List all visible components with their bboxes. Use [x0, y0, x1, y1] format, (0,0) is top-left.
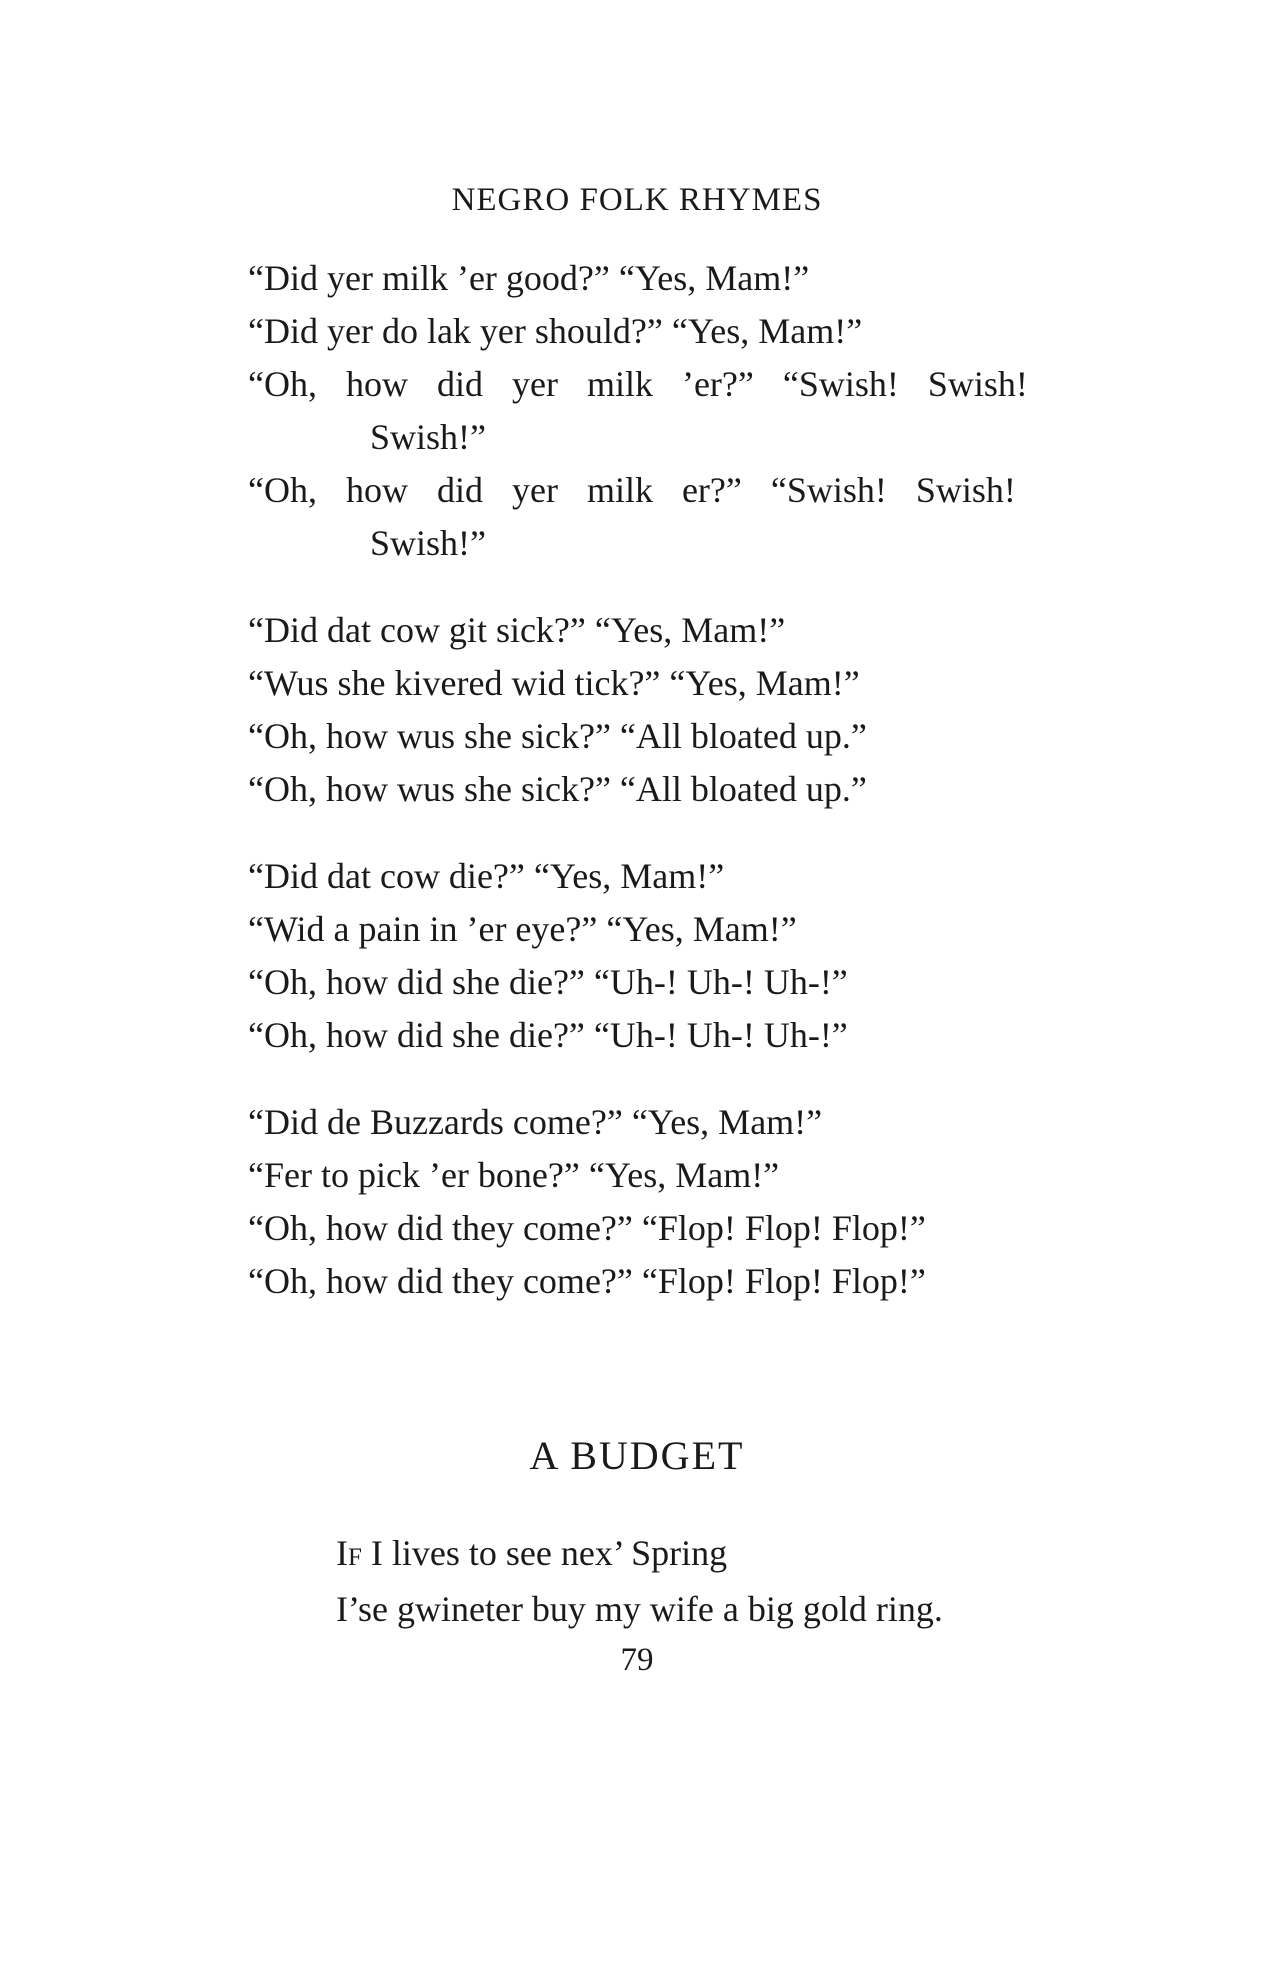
verse-line: “Wid a pain in ’er eye?” “Yes, Mam!”	[248, 909, 797, 949]
budget-poem	[336, 1525, 943, 1637]
verse-line-continuation: Swish!”	[370, 523, 486, 563]
verse-line	[336, 1525, 943, 1581]
verse-line: “Oh, how did yer milk ’er?” “Swish! Swish!	[248, 364, 1028, 404]
stanza-sick	[248, 604, 1168, 816]
drop-word: If	[336, 1533, 362, 1573]
verse-line: “Wus she kivered wid tick?” “Yes, Mam!”	[248, 663, 860, 703]
verse-line: “Oh, how did they come?” “Flop! Flop! Flop!”	[248, 1261, 926, 1301]
verse-line: “Oh, how did they come?” “Flop! Flop! Flop!”	[248, 1208, 926, 1248]
verse-line: “Did dat cow git sick?” “Yes, Mam!”	[248, 610, 786, 650]
verse-line: “Oh, how did yer milk er?” “Swish! Swish!	[248, 470, 1016, 510]
verse-line-continuation: Swish!”	[370, 417, 486, 457]
verse-line: “Oh, how did she die?” “Uh-! Uh-! Uh-!”	[248, 1015, 848, 1055]
verse-line: “Did yer do lak yer should?” “Yes, Mam!”	[248, 311, 863, 351]
stanza-buzzards	[248, 1096, 1168, 1308]
verse-line: I’se gwineter buy my wife a big gold ring.	[336, 1589, 943, 1629]
poem-stanzas	[248, 252, 1168, 1330]
verse-line: “Did yer milk ’er good?” “Yes, Mam!”	[248, 258, 810, 298]
verse-line: “Oh, how did she die?” “Uh-! Uh-! Uh-!”	[248, 962, 848, 1002]
stanza-die	[248, 850, 1168, 1062]
running-head: NEGRO FOLK RHYMES	[451, 182, 823, 218]
page-number: 79	[620, 1642, 654, 1678]
stanza-milk	[248, 252, 1168, 570]
verse-line: “Oh, how wus she sick?” “All bloated up.”	[248, 716, 867, 756]
section-title: A BUDGET	[529, 1433, 745, 1478]
verse-line: “Did dat cow die?” “Yes, Mam!”	[248, 856, 725, 896]
verse-text: I lives to see nex’ Spring	[361, 1533, 728, 1573]
verse-line: “Did de Buzzards come?” “Yes, Mam!”	[248, 1102, 823, 1142]
verse-line: “Fer to pick ’er bone?” “Yes, Mam!”	[248, 1155, 780, 1195]
verse-line: “Oh, how wus she sick?” “All bloated up.”	[248, 769, 867, 809]
